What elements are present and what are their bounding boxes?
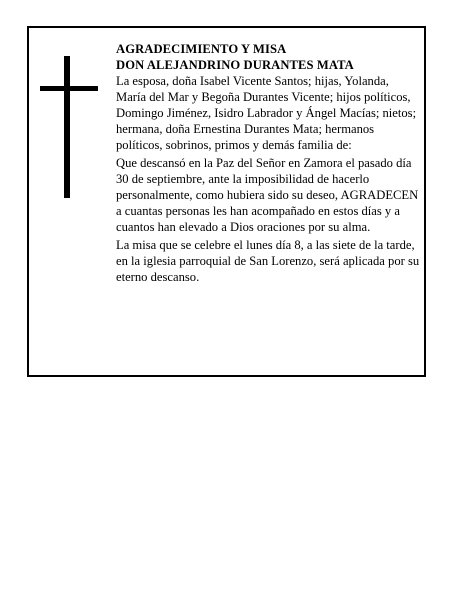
thanks-paragraph: Que descansó en la Paz del Señor en Zamora el pasado día 30 de septiembre, ante la imposibilidad de hacerlo personalmente, como hubiera sido su deseo, AGRADECEN a cuantas personas les han acompañado en estos días y a cuantos han elevado a Dios oraciones por su alma.: [116, 156, 419, 234]
mass-paragraph: La misa que se celebre el lunes día 8, a las siete de la tarde, en la iglesia parroquial de San Lorenzo, será aplicada por su eterno descanso.: [116, 238, 420, 284]
cross-vertical-bar: [64, 56, 70, 198]
cross-icon: [40, 56, 98, 198]
obituary-notice: [27, 26, 426, 377]
deceased-name: DON ALEJANDRINO DURANTES MATA: [116, 58, 354, 72]
notice-title: AGRADECIMIENTO Y MISA: [116, 42, 287, 56]
notice-text: [116, 41, 422, 287]
cross-horizontal-bar: [40, 86, 98, 91]
family-paragraph: La esposa, doña Isabel Vicente Santos; hijas, Yolanda, María del Mar y Begoña Durantes Vicente; hijos políticos, Domingo Jiménez, Isidro Labrador y Ángel Macías; nietos; hermana, doña Ernestina Durantes Mata; hermanos políticos, sobrinos, primos y demás familia de:: [116, 74, 417, 152]
